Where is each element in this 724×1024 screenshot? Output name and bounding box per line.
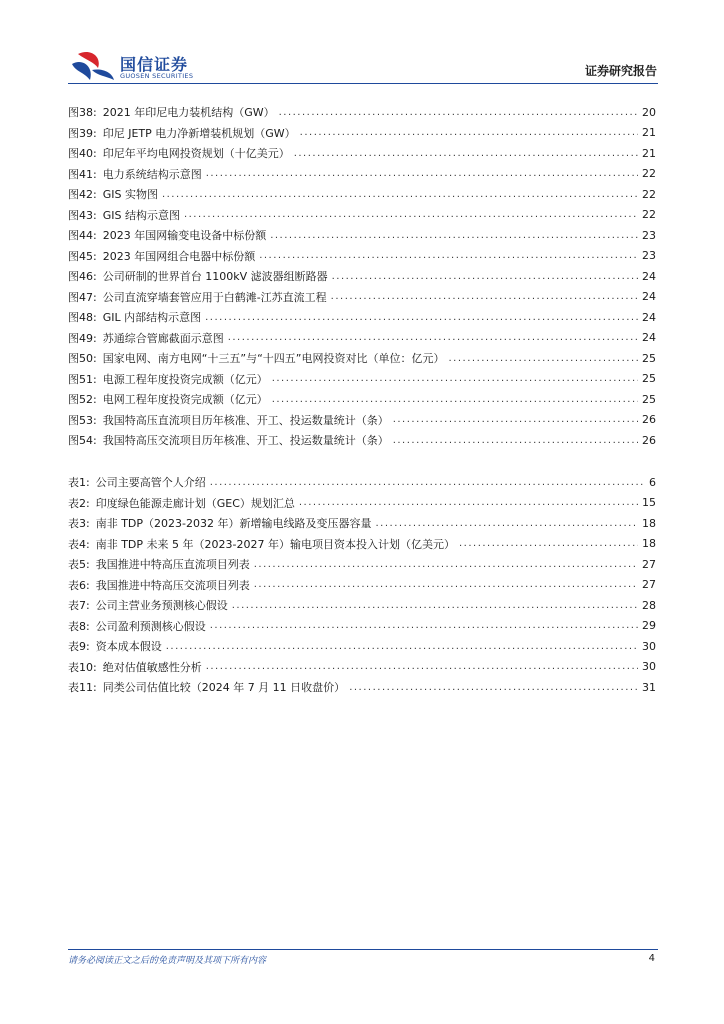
figure-toc-entry[interactable] bbox=[68, 123, 656, 144]
toc-entry-label: 表9: bbox=[68, 640, 90, 654]
toc-entry-label: 图54: bbox=[68, 434, 97, 448]
toc-entry-title: GIS 实物图 bbox=[102, 188, 158, 202]
toc-entry-title: 公司主要高管个人介绍 bbox=[95, 476, 206, 490]
toc-entry-label: 表10: bbox=[68, 660, 97, 674]
table-toc-entry[interactable] bbox=[68, 575, 656, 596]
logo-chinese-name: 国信证券 bbox=[120, 55, 189, 74]
toc-dot-leader bbox=[205, 312, 638, 323]
toc-entry-label: 图50: bbox=[68, 352, 97, 366]
toc-entry-page: 20 bbox=[642, 105, 656, 119]
toc-entry-page: 23 bbox=[642, 228, 656, 242]
toc-entry-title: 印尼年平均电网投资规划（十亿美元） bbox=[102, 147, 290, 161]
disclaimer-text: 请务必阅读正文之后的免责声明及其项下所有内容 bbox=[68, 956, 267, 966]
toc-entry-label: 图45: bbox=[68, 249, 97, 263]
toc-dot-leader bbox=[232, 600, 638, 611]
toc-dot-leader bbox=[332, 271, 638, 282]
toc-entry-label: 图51: bbox=[68, 372, 97, 386]
toc-entry-title: 电网工程年度投资完成额（亿元） bbox=[102, 393, 268, 407]
table-toc-entry[interactable] bbox=[68, 493, 656, 514]
toc-entry-title: 2023 年国网输变电设备中标份额 bbox=[102, 229, 267, 243]
toc-entry-label: 图40: bbox=[68, 147, 97, 161]
toc-entry-title: 同类公司估值比较（2024 年 7 月 11 日收盘价） bbox=[102, 681, 346, 695]
figure-toc-entry[interactable] bbox=[68, 184, 656, 205]
figure-toc-entry[interactable] bbox=[68, 348, 656, 369]
toc-entry-label: 图43: bbox=[68, 208, 97, 222]
toc-entry-page: 30 bbox=[642, 639, 656, 653]
table-toc-entry[interactable] bbox=[68, 677, 656, 698]
toc-entry-page: 30 bbox=[642, 660, 656, 674]
toc-entry-label: 表11: bbox=[68, 681, 97, 695]
figure-toc-entry[interactable] bbox=[68, 389, 656, 410]
toc-dot-leader bbox=[254, 559, 638, 570]
table-toc-entry[interactable] bbox=[68, 554, 656, 575]
toc-entry-label: 图44: bbox=[68, 229, 97, 243]
toc-entry-label: 表6: bbox=[68, 578, 90, 592]
toc-entry-page: 26 bbox=[642, 413, 656, 427]
figure-toc-entry[interactable] bbox=[68, 143, 656, 164]
toc-entry-page: 24 bbox=[642, 269, 656, 283]
report-type-label: 证券研究报告 bbox=[584, 64, 657, 78]
figure-toc-entry[interactable] bbox=[68, 225, 656, 246]
toc-entry-title: 我国特高压直流项目历年核准、开工、投运数量统计（条） bbox=[102, 413, 389, 427]
figure-toc-entry[interactable] bbox=[68, 287, 656, 308]
toc-dot-leader bbox=[349, 682, 638, 693]
toc-entry-label: 图41: bbox=[68, 167, 97, 181]
toc-entry-page: 25 bbox=[642, 372, 656, 386]
toc-dot-leader bbox=[206, 661, 638, 672]
toc-entry-page: 24 bbox=[642, 310, 656, 324]
toc-entry-page: 15 bbox=[642, 496, 656, 510]
toc-entry-label: 表5: bbox=[68, 558, 90, 572]
toc-entry-page: 22 bbox=[642, 167, 656, 181]
toc-dot-leader bbox=[228, 332, 638, 343]
toc-entry-page: 23 bbox=[642, 249, 656, 263]
toc-entry-page: 25 bbox=[642, 351, 656, 365]
toc-entry-page: 24 bbox=[642, 290, 656, 304]
toc-entry-page: 22 bbox=[642, 208, 656, 222]
toc-dot-leader bbox=[270, 230, 638, 241]
toc-entry-title: 苏通综合管廊截面示意图 bbox=[102, 331, 224, 345]
toc-entry-title: 我国推进中特高压交流项目列表 bbox=[95, 578, 250, 592]
toc-entry-page: 22 bbox=[642, 187, 656, 201]
toc-entry-title: 绝对估值敏感性分析 bbox=[102, 660, 202, 674]
table-toc-entry[interactable] bbox=[68, 513, 656, 534]
toc-dot-leader bbox=[206, 168, 638, 179]
toc-entry-title: 公司盈利预测核心假设 bbox=[95, 619, 206, 633]
toc-entry-title: GIL 内部结构示意图 bbox=[102, 311, 202, 325]
toc-entry-title: GIS 结构示意图 bbox=[102, 208, 180, 222]
toc-entry-label: 图48: bbox=[68, 311, 97, 325]
toc-entry-page: 31 bbox=[642, 680, 656, 694]
toc-entry-label: 图39: bbox=[68, 126, 97, 140]
toc-entry-title: 公司研制的世界首台 1100kV 滤波器组断路器 bbox=[102, 270, 328, 284]
logo-english-name: GUOSEN SECURITIES bbox=[120, 72, 194, 80]
page-number: 4 bbox=[648, 953, 655, 964]
toc-entry-title: 国家电网、南方电网“十三五”与“十四五”电网投资对比（单位：亿元） bbox=[102, 352, 445, 366]
toc-entry-title: 南非 TDP 未来 5 年（2023-2027 年）输电项目资本投入计划（亿美元） bbox=[95, 537, 455, 551]
figure-list bbox=[68, 102, 656, 451]
toc-entry-page: 21 bbox=[642, 126, 656, 140]
toc-entry-page: 27 bbox=[642, 578, 656, 592]
toc-entry-page: 6 bbox=[649, 475, 656, 489]
toc-entry-title: 电源工程年度投资完成额（亿元） bbox=[102, 372, 268, 386]
toc-dot-leader bbox=[184, 209, 638, 220]
figure-toc-entry[interactable] bbox=[68, 164, 656, 185]
toc-entry-label: 图47: bbox=[68, 290, 97, 304]
table-toc-entry[interactable] bbox=[68, 636, 656, 657]
guosen-logo bbox=[68, 50, 218, 86]
toc-dot-leader bbox=[210, 477, 645, 488]
figure-toc-entry[interactable] bbox=[68, 410, 656, 431]
table-toc-entry[interactable] bbox=[68, 657, 656, 678]
guosen-logo-icon bbox=[68, 50, 116, 84]
toc-entry-title: 电力系统结构示意图 bbox=[102, 167, 202, 181]
toc-dot-leader bbox=[210, 620, 638, 631]
toc-entry-title: 2023 年国网组合电器中标份额 bbox=[102, 249, 256, 263]
toc-entry-title: 我国特高压交流项目历年核准、开工、投运数量统计（条） bbox=[102, 434, 389, 448]
toc-dot-leader bbox=[162, 189, 638, 200]
toc-entry-title: 公司主营业务预测核心假设 bbox=[95, 599, 228, 613]
toc-entry-title: 2021 年印尼电力装机结构（GW） bbox=[102, 106, 275, 120]
toc-entry-label: 表4: bbox=[68, 537, 90, 551]
toc-entry-page: 18 bbox=[642, 516, 656, 530]
toc-entry-title: 公司直流穿墙套管应用于白鹤滩-江苏直流工程 bbox=[102, 290, 327, 304]
toc-dot-leader bbox=[459, 538, 638, 549]
toc-entry-page: 26 bbox=[642, 433, 656, 447]
toc-dot-leader bbox=[259, 250, 638, 261]
toc-entry-page: 29 bbox=[642, 619, 656, 633]
figure-toc-entry[interactable] bbox=[68, 328, 656, 349]
toc-entry-label: 表8: bbox=[68, 619, 90, 633]
toc-entry-label: 表2: bbox=[68, 496, 90, 510]
toc-entry-label: 图52: bbox=[68, 393, 97, 407]
toc-entry-page: 21 bbox=[642, 146, 656, 160]
header-divider bbox=[68, 83, 658, 84]
toc-entry-title: 我国推进中特高压直流项目列表 bbox=[95, 558, 250, 572]
toc-dot-leader bbox=[376, 518, 639, 529]
toc-entry-label: 表3: bbox=[68, 517, 90, 531]
toc-entry-page: 27 bbox=[642, 557, 656, 571]
toc-entry-label: 表7: bbox=[68, 599, 90, 613]
figure-toc-entry[interactable] bbox=[68, 102, 656, 123]
toc-entry-label: 图49: bbox=[68, 331, 97, 345]
toc-dot-leader bbox=[294, 148, 638, 159]
toc-entry-page: 25 bbox=[642, 392, 656, 406]
toc-dot-leader bbox=[300, 127, 638, 138]
figure-toc-entry[interactable] bbox=[68, 246, 656, 267]
toc-entry-label: 图42: bbox=[68, 188, 97, 202]
table-toc-entry[interactable] bbox=[68, 595, 656, 616]
toc-entry-label: 图53: bbox=[68, 413, 97, 427]
toc-entry-page: 28 bbox=[642, 598, 656, 612]
toc-dot-leader bbox=[166, 641, 638, 652]
figure-toc-entry[interactable] bbox=[68, 430, 656, 451]
toc-dot-leader bbox=[449, 353, 639, 364]
toc-entry-page: 18 bbox=[642, 537, 656, 551]
page-header bbox=[0, 0, 724, 90]
toc-dot-leader bbox=[272, 373, 638, 384]
table-toc-entry[interactable] bbox=[68, 616, 656, 637]
toc-dot-leader bbox=[254, 579, 638, 590]
toc-entry-page: 24 bbox=[642, 331, 656, 345]
figure-toc-entry[interactable] bbox=[68, 307, 656, 328]
toc-entry-label: 图38: bbox=[68, 106, 97, 120]
toc-dot-leader bbox=[393, 414, 638, 425]
toc-dot-leader bbox=[299, 497, 638, 508]
figure-toc-entry[interactable] bbox=[68, 369, 656, 390]
toc-dot-leader bbox=[279, 107, 638, 118]
toc-entry-title: 资本成本假设 bbox=[95, 640, 162, 654]
toc-entry-title: 南非 TDP（2023-2032 年）新增输电线路及变压器容量 bbox=[95, 517, 372, 531]
table-toc-entry[interactable] bbox=[68, 472, 656, 493]
toc-dot-leader bbox=[331, 291, 638, 302]
figure-toc-entry[interactable] bbox=[68, 205, 656, 226]
table-list bbox=[68, 472, 656, 698]
toc-entry-label: 图46: bbox=[68, 270, 97, 284]
figure-toc-entry[interactable] bbox=[68, 266, 656, 287]
toc-entry-label: 表1: bbox=[68, 476, 90, 490]
footer-divider bbox=[68, 949, 658, 950]
toc-dot-leader bbox=[272, 394, 638, 405]
toc-entry-title: 印度绿色能源走廊计划（GEC）规划汇总 bbox=[95, 496, 295, 510]
toc-entry-title: 印尼 JETP 电力净新增装机规划（GW） bbox=[102, 126, 296, 140]
table-toc-entry[interactable] bbox=[68, 534, 656, 555]
toc-dot-leader bbox=[393, 435, 638, 446]
